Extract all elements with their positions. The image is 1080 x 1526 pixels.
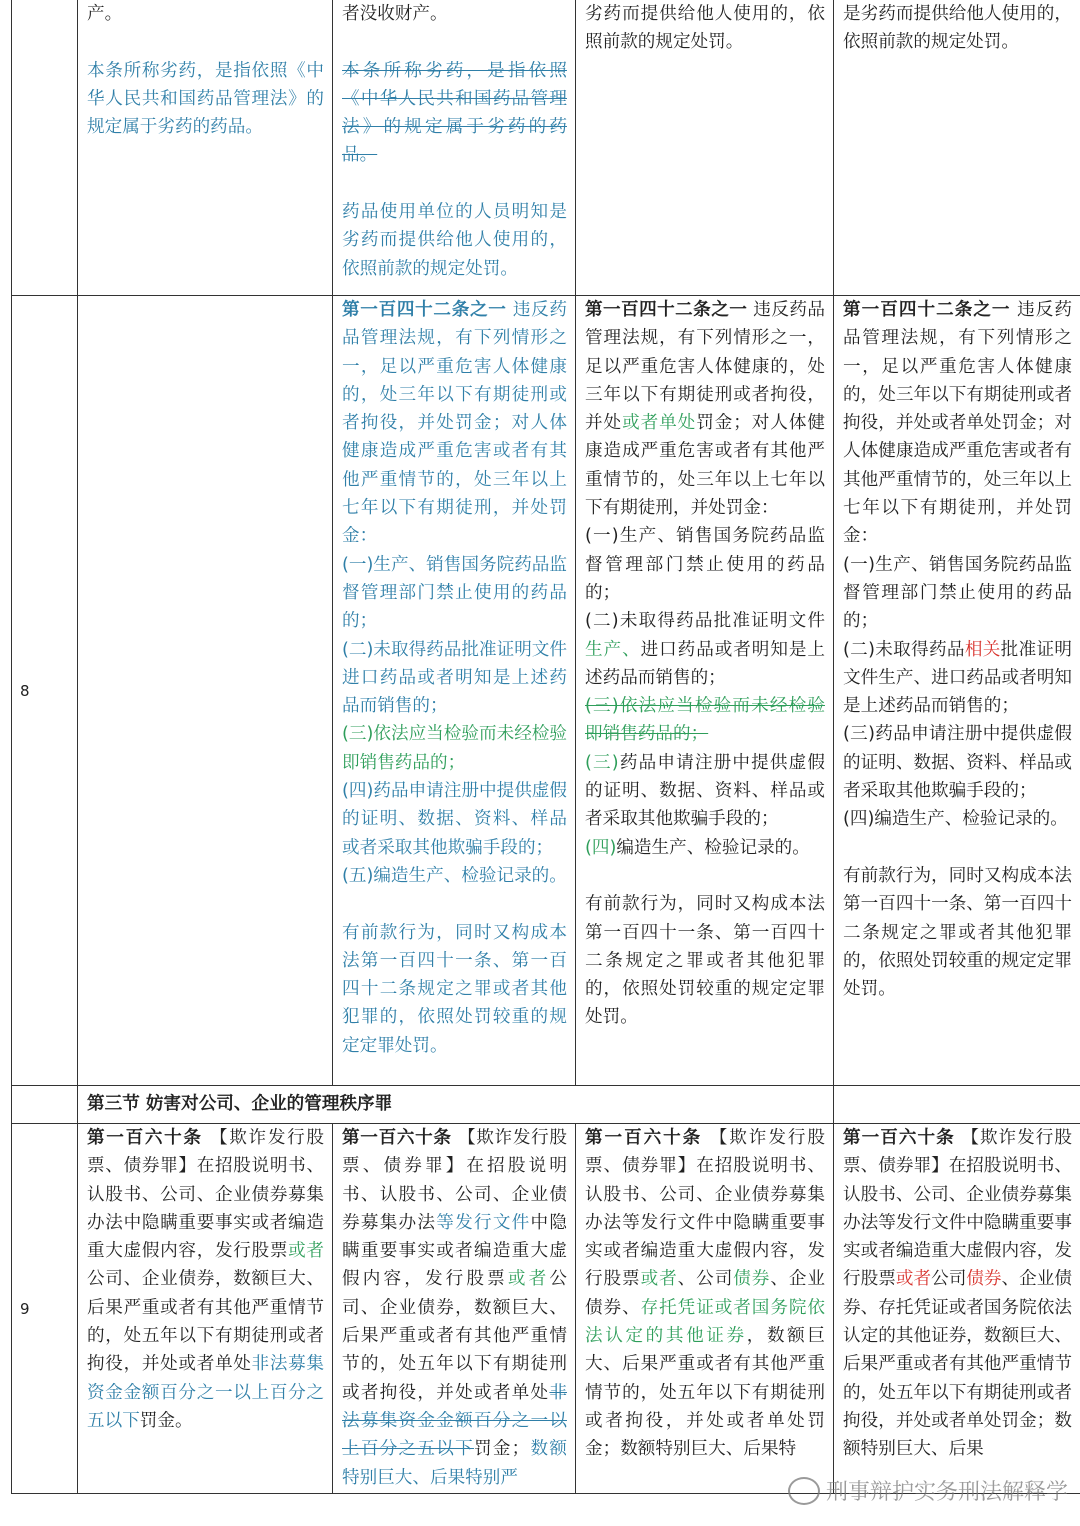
list-item: (三)依法应当检验而未经检验即销售药品的； [342, 724, 567, 773]
cell-original [78, 296, 333, 1086]
deleted-text: 非法募集资金金额百分之一以上百分之五以下 [342, 1382, 567, 1460]
cell-draft1 [333, 296, 576, 1086]
added-text: 或者 [288, 1241, 324, 1262]
deleted-text: (三)依法应当检验而未经检验即销售药品的； [585, 696, 825, 745]
added-text: 债券 [966, 1269, 1002, 1290]
watermark-text: 刑事辩护实务刑法解释学 [825, 1480, 1068, 1505]
added-text: 或者 [640, 1269, 678, 1290]
row-number-cell [12, 296, 78, 1086]
text: 中隐瞒重要事实或者编造重大虚假内容，发行股票 [342, 1212, 567, 1290]
text: 【欺诈发行股票、债券罪】在招股说明书、认股书、公司、企业债券募集办法 [342, 1128, 567, 1233]
added-text: 或者 [895, 1269, 932, 1290]
text: 罚金。 [139, 1410, 193, 1431]
article-title: 第一百四十二条之一 [843, 300, 1011, 320]
added-text: 相关 [964, 639, 1001, 660]
cell-final [834, 296, 1080, 1086]
cell-draft1 [333, 0, 576, 296]
list-item: (五)编造生产、检验记录的。 [342, 865, 567, 886]
wechat-icon [788, 1477, 820, 1505]
text: ，数额巨大、后果严重或者有其他严重情节的，处五年以下有期徒刑或者拘役，并处或者单处罚金；数额特别巨大、后果特 [585, 1326, 825, 1460]
text: 违反药品管理法规，有下列情形之一，足以严重危害人体健康的，处三年以下有期徒刑或者拘役，并处 [585, 300, 825, 434]
changed-text: 非法募集资金金额百分之一以上百分之五以下 [87, 1354, 324, 1431]
text: 【欺诈发行股票、债券罪】在招股说明书、认股书、公司、企业债券募集办法等发行文件中隐瞒重要事实或者编造重大虚假内容，发行股票 [585, 1128, 825, 1290]
deleted-text: 本条所称劣药，是指依照《中华人民共和国药品管理法》的规定属于劣药的药品。 [342, 60, 567, 166]
cell-final [834, 1124, 1080, 1494]
article-title: 第一百六十条 [843, 1128, 955, 1148]
text: 药品申请注册中提供虚假的证明、数据、资料、样品或者采取其他欺骗手段的； [585, 752, 825, 830]
row-number-cell [12, 1086, 78, 1124]
row-number: 8 [20, 681, 30, 700]
section-cell-end [834, 1086, 1080, 1124]
text: 进口药品或者明知是上述药品而销售的； [585, 639, 825, 688]
list-item: (一)生产、销售国务院药品监督管理部门禁止使用的药品的； [342, 554, 567, 632]
cell-draft2 [576, 0, 834, 296]
cell-draft2 [576, 296, 834, 1086]
row-number: 9 [20, 1299, 30, 1318]
added-text: 等发行文件 [436, 1212, 531, 1233]
list-item: (四)药品申请注册中提供虚假的证明、数据、资料、样品或者采取其他欺骗手段的； [342, 781, 567, 858]
text: 罚金； [473, 1439, 530, 1460]
added-text: 债券 [733, 1269, 771, 1290]
section-cell [78, 1086, 834, 1124]
text: (二)未取得药品 [843, 639, 965, 660]
text: 有前款行为，同时又构成本法第一百四十一条、第一百四十二条规定之罪或者其他犯罪的，依照处罚较重的规定定罪处罚。 [342, 922, 567, 1056]
table-row [12, 1086, 1080, 1124]
text: 公司 [931, 1269, 967, 1290]
text: 公司、企业债券，数额巨大、后果严重或者有其他严重情节的，处五年以下有期徒刑或者拘役，并处或者单处 [87, 1269, 324, 1375]
added-text: 数额特别巨大、后果特别严 [342, 1439, 567, 1488]
text: 违反药品管理法规，有下列情形之一，足以严重危害人体健康的，处三年以下有期徒刑或者拘役，并处或者单处罚金；对人体健康造成严重危害或者有其他严重情节的，处三年以上七年以下有期徒刑，并处罚金： [843, 300, 1072, 547]
article-title: 第一百六十条 [342, 1128, 452, 1148]
text: 者没收财产。 [342, 4, 448, 24]
text: 本条所称劣药，是指依照《中华人民共和国药品管理法》的规定属于劣药的药品。 [87, 60, 324, 138]
added-text: (四) [585, 837, 617, 858]
text: 【欺诈发行股票、债券罪】在招股说明书、认股书、公司、企业债券募集办法等发行文件中隐瞒重要事实或者编造重大虚假内容，发行股票 [843, 1128, 1072, 1290]
cell-original [78, 0, 333, 296]
added-text: 生产、 [585, 639, 641, 660]
list-item: (四)编造生产、检验记录的。 [843, 809, 1068, 830]
text: 药品使用单位的人员明知是劣药而提供给他人使用的，依照前款的规定处罚。 [342, 202, 567, 279]
article-title: 第一百六十条 [87, 1128, 203, 1148]
text: 有前款行为，同时又构成本法第一百四十一条、第一百四十二条规定之罪或者其他犯罪的，依照处罚较重的规定定罪处罚。 [585, 894, 825, 1028]
row-number-cell [12, 1124, 78, 1494]
cell-original [78, 1124, 333, 1494]
text: 公司、企业债券，数额巨大、后果严重或者有其他严重情节的，处五年以下有期徒刑或者拘役，并处或者单处 [342, 1269, 567, 1403]
cell-final [834, 0, 1080, 296]
table-row [12, 1124, 1080, 1494]
list-item: (一)生产、销售国务院药品监督管理部门禁止使用的药品的； [843, 554, 1072, 632]
text: 有前款行为，同时又构成本法第一百四十一条、第一百四十二条规定之罪或者其他犯罪的，依照处罚较重的规定定罪处罚。 [843, 865, 1072, 1000]
text: 劣药而提供给他人使用的，依照前款的规定处罚。 [585, 4, 825, 53]
table-row [12, 296, 1080, 1086]
text: 、企业债券、存托凭证或者国务院依法认定的其他证券，数额巨大、后果严重或者有其他严重情节的，处五年以下有期徒刑或者拘役，并处或者单处罚金；数额特别巨大、后果 [843, 1269, 1072, 1460]
cell-draft2 [576, 1124, 834, 1494]
text: 是劣药而提供给他人使用的，依照前款的规定处罚。 [843, 4, 1072, 53]
added-text: 或者单处 [622, 413, 697, 434]
text: 批准证明文件生产、进口药品或者明知是上述药品而销售的； [843, 639, 1072, 717]
added-text: (三) [585, 752, 619, 773]
article-title: 第一百四十二条之一 [585, 300, 748, 320]
text: 、企业债券、 [585, 1269, 825, 1318]
text: 、公司 [677, 1269, 734, 1290]
comparison-table [11, 0, 1080, 1494]
list-item: (二)未取得药品批准证明文件进口药品或者明知是上述药品而销售的； [342, 639, 567, 717]
text: 【欺诈发行股票、债券罪】在招股说明书、认股书、公司、企业债券募集办法中隐瞒重要事实或者编造重大虚假内容，发行股票 [87, 1128, 324, 1262]
text: 产。 [87, 4, 123, 24]
list-item: (一)生产、销售国务院药品监督管理部门禁止使用的药品的； [585, 526, 825, 603]
added-text: 或者 [507, 1269, 550, 1290]
watermark [788, 1475, 1068, 1506]
list-item: (三)药品申请注册中提供虚假的证明、数据、资料、样品或者采取其他欺骗手段的； [843, 724, 1072, 802]
text: 违反药品管理法规，有下列情形之一，足以严重危害人体健康的，处三年以下有期徒刑或者拘役，并处罚金；对人体健康造成严重危害或者有其他严重情节的，处三年以上七年以下有期徒刑，并处罚金： [342, 300, 567, 547]
row-number-cell [12, 0, 78, 296]
added-text: 存托凭证或者国务院依法认定的其他证券 [585, 1297, 825, 1347]
text: 编造生产、检验记录的。 [616, 837, 810, 858]
article-title: 第一百四十二条之一 [342, 300, 507, 320]
text: 罚金；对人体健康造成严重危害或者有其他严重情节的，处三年以上七年以下有期徒刑，并处罚金： [585, 413, 825, 519]
article-title: 第一百六十条 [585, 1128, 703, 1148]
cell-draft1 [333, 1124, 576, 1494]
section-title: 第三节 妨害对公司、企业的管理秩序罪 [87, 1094, 393, 1114]
table-row [12, 0, 1080, 296]
text: (二)未取得药品批准证明文件 [585, 611, 825, 632]
